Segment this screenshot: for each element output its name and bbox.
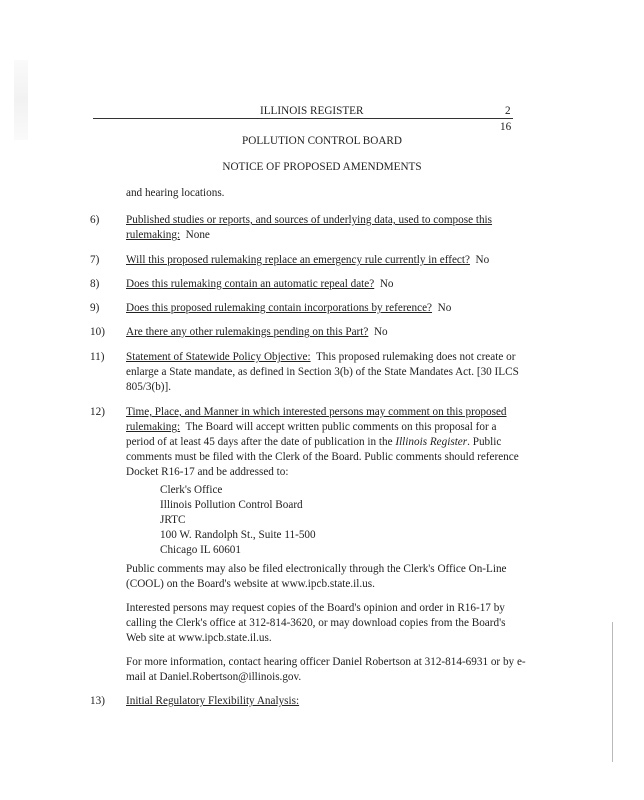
item-answer-part-1: The Board will accept written public comments on this proposal for a period of at least 45 days after the date of publication in the — [126, 421, 497, 448]
item-number: 7) — [90, 254, 100, 266]
item-number: 13) — [90, 695, 105, 707]
item-question: Does this rulemaking contain an automatic repeal date? — [126, 278, 375, 290]
item-question: Does this proposed rulemaking contain incorporations by reference? — [126, 302, 433, 314]
item-answer-part-2: . Public comments must be filed with the Clerk of the Board. Public comments should reference Docket R16-17 and be addressed to: — [126, 436, 519, 478]
scan-shadow — [14, 60, 28, 140]
item-answer: This proposed rulemaking does not create or enlarge a State mandate, as defined in Section 3(b) of the State Mandates Act. [30 ILCS 805/3(b)]. — [126, 351, 519, 393]
item-number: 10) — [90, 326, 105, 338]
item-number: 8) — [90, 278, 100, 290]
item-answer: No — [437, 302, 452, 314]
copies-paragraph: Interested persons may request copies of the Board's opinion and order in R16-17 by calling the Clerk's office at 312-814-3620, or may download copies from the Board's Web site at www.ipcb.state.il.us. — [126, 602, 506, 644]
item-answer: No — [475, 254, 490, 266]
item-question: Are there any other rulemakings pending on this Part? — [126, 326, 369, 338]
agency-title: POLLUTION CONTROL BOARD — [242, 135, 402, 147]
item-body — [126, 405, 526, 480]
item-question: Published studies or reports, and sources of underlying data, used to compose this rulemaking: — [126, 214, 493, 241]
item-question: Will this proposed rulemaking replace an emergency rule currently in effect? — [126, 254, 470, 266]
register-name: Illinois Register — [395, 436, 468, 448]
item-number: 11) — [90, 351, 105, 363]
item-body — [126, 277, 526, 292]
scan-edge-line — [612, 622, 613, 762]
page-number: 2 — [505, 105, 511, 117]
cool-paragraph: Public comments may also be filed electronically through the Clerk's Office On-Line (COOL) on the Board's website at www.ipcb.state.il.us. — [126, 563, 507, 590]
continuation-text: and hearing locations. — [126, 187, 225, 199]
address-line: 100 W. Randolph St., Suite 11-500 — [160, 529, 316, 541]
contact-paragraph: For more information, contact hearing officer Daniel Robertson at 312-814-6931 or by e-mail at Daniel.Robertson@illinois.gov. — [126, 656, 526, 683]
address-line: Clerk's Office — [160, 484, 223, 496]
item-answer: No — [379, 278, 394, 290]
item-question: Time, Place, and Manner in which interested persons may comment on this proposed rulemaking: — [126, 406, 507, 433]
mailing-address — [160, 483, 316, 558]
item-body — [126, 350, 526, 395]
item-number: 6) — [90, 214, 100, 226]
item-number: 12) — [90, 406, 105, 418]
item-body — [126, 253, 526, 268]
address-line: Chicago IL 60601 — [160, 544, 241, 556]
item-body — [126, 325, 526, 340]
address-line: JRTC — [160, 514, 186, 526]
address-line: Illinois Pollution Control Board — [160, 499, 303, 511]
item-answer: No — [373, 326, 388, 338]
item-body — [126, 213, 526, 243]
item-answer: None — [185, 229, 210, 241]
issue-number: 16 — [500, 121, 512, 133]
item-body — [126, 301, 526, 316]
item-number: 9) — [90, 302, 100, 314]
item-body — [126, 694, 526, 709]
notice-title: NOTICE OF PROPOSED AMENDMENTS — [222, 161, 422, 173]
item-question: Statement of Statewide Policy Objective: — [126, 351, 311, 363]
item-question: Initial Regulatory Flexibility Analysis: — [126, 695, 300, 707]
header-rule — [93, 118, 513, 119]
register-title: ILLINOIS REGISTER — [260, 105, 364, 117]
